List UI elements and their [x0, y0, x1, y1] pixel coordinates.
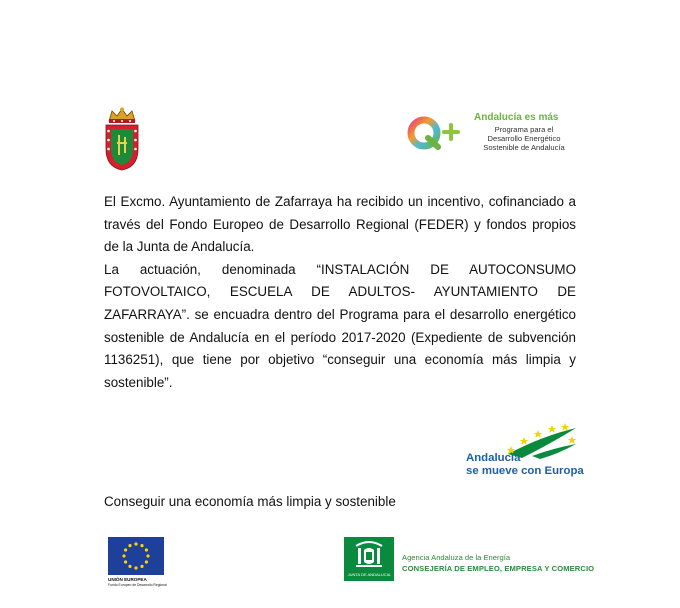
junta-emblem-icon — [352, 540, 386, 570]
subtitle-line: Sostenible de Andalucía — [483, 143, 565, 152]
andalucia-label: Andalucía — [466, 452, 521, 464]
consejeria-label: CONSEJERÍA DE EMPLEO, EMPRESA Y COMERCIO — [402, 564, 595, 573]
eu-flag-icon — [108, 537, 164, 575]
andalucia-es-mas-subtitle — [472, 125, 576, 152]
subtitle-line: Desarrollo Energético — [487, 134, 561, 143]
junta-andalucia-logo — [344, 537, 394, 581]
europa-label: se mueve con Europa — [466, 465, 584, 477]
paragraph-actuacion: La actuación, denominada “INSTALACIÓN DE AUTOCONSUMO FOTOVOLTAICO, ESCUELA DE ADULTOS- AYUNTAMIENTO DE ZAFARRAYA”. se encuadra dentro del Programa para el desarrollo energético sostenible de Andalucía en el período 2017-2020 (Expediente de subvención 1136251), que tiene por objetivo “conseguir una economía más limpia y sostenible”. — [104, 261, 576, 390]
eu-logo — [104, 537, 166, 593]
coat-of-arms-logo — [103, 107, 141, 171]
subtitle-line: Programa para el — [494, 125, 554, 134]
andalucia-es-mas-logo — [406, 112, 578, 158]
andalucia-europa-logo — [464, 422, 584, 480]
tagline: Conseguir una economía más limpia y sostenible — [104, 494, 396, 509]
eu-sublabel: Fondo Europeo de Desarrollo Regional — [108, 583, 167, 587]
body-text — [104, 191, 576, 394]
q-plus-icon — [406, 114, 466, 154]
junta-label: JUNTA DE ANDALUCIA — [347, 572, 391, 577]
eu-label: UNIÓN EUROPEA — [108, 577, 147, 582]
andalucia-es-mas-title: Andalucía es más — [474, 112, 559, 123]
paragraph-incentivo: El Excmo. Ayuntamiento de Zafarraya ha recibido un incentivo, cofinanciado a través del Fondo Europeo de Desarrollo Regional (FEDER) y fondos propios de la Junta de Andalucía. — [104, 194, 576, 255]
agencia-label: Agencia Andaluza de la Energía — [402, 553, 511, 562]
